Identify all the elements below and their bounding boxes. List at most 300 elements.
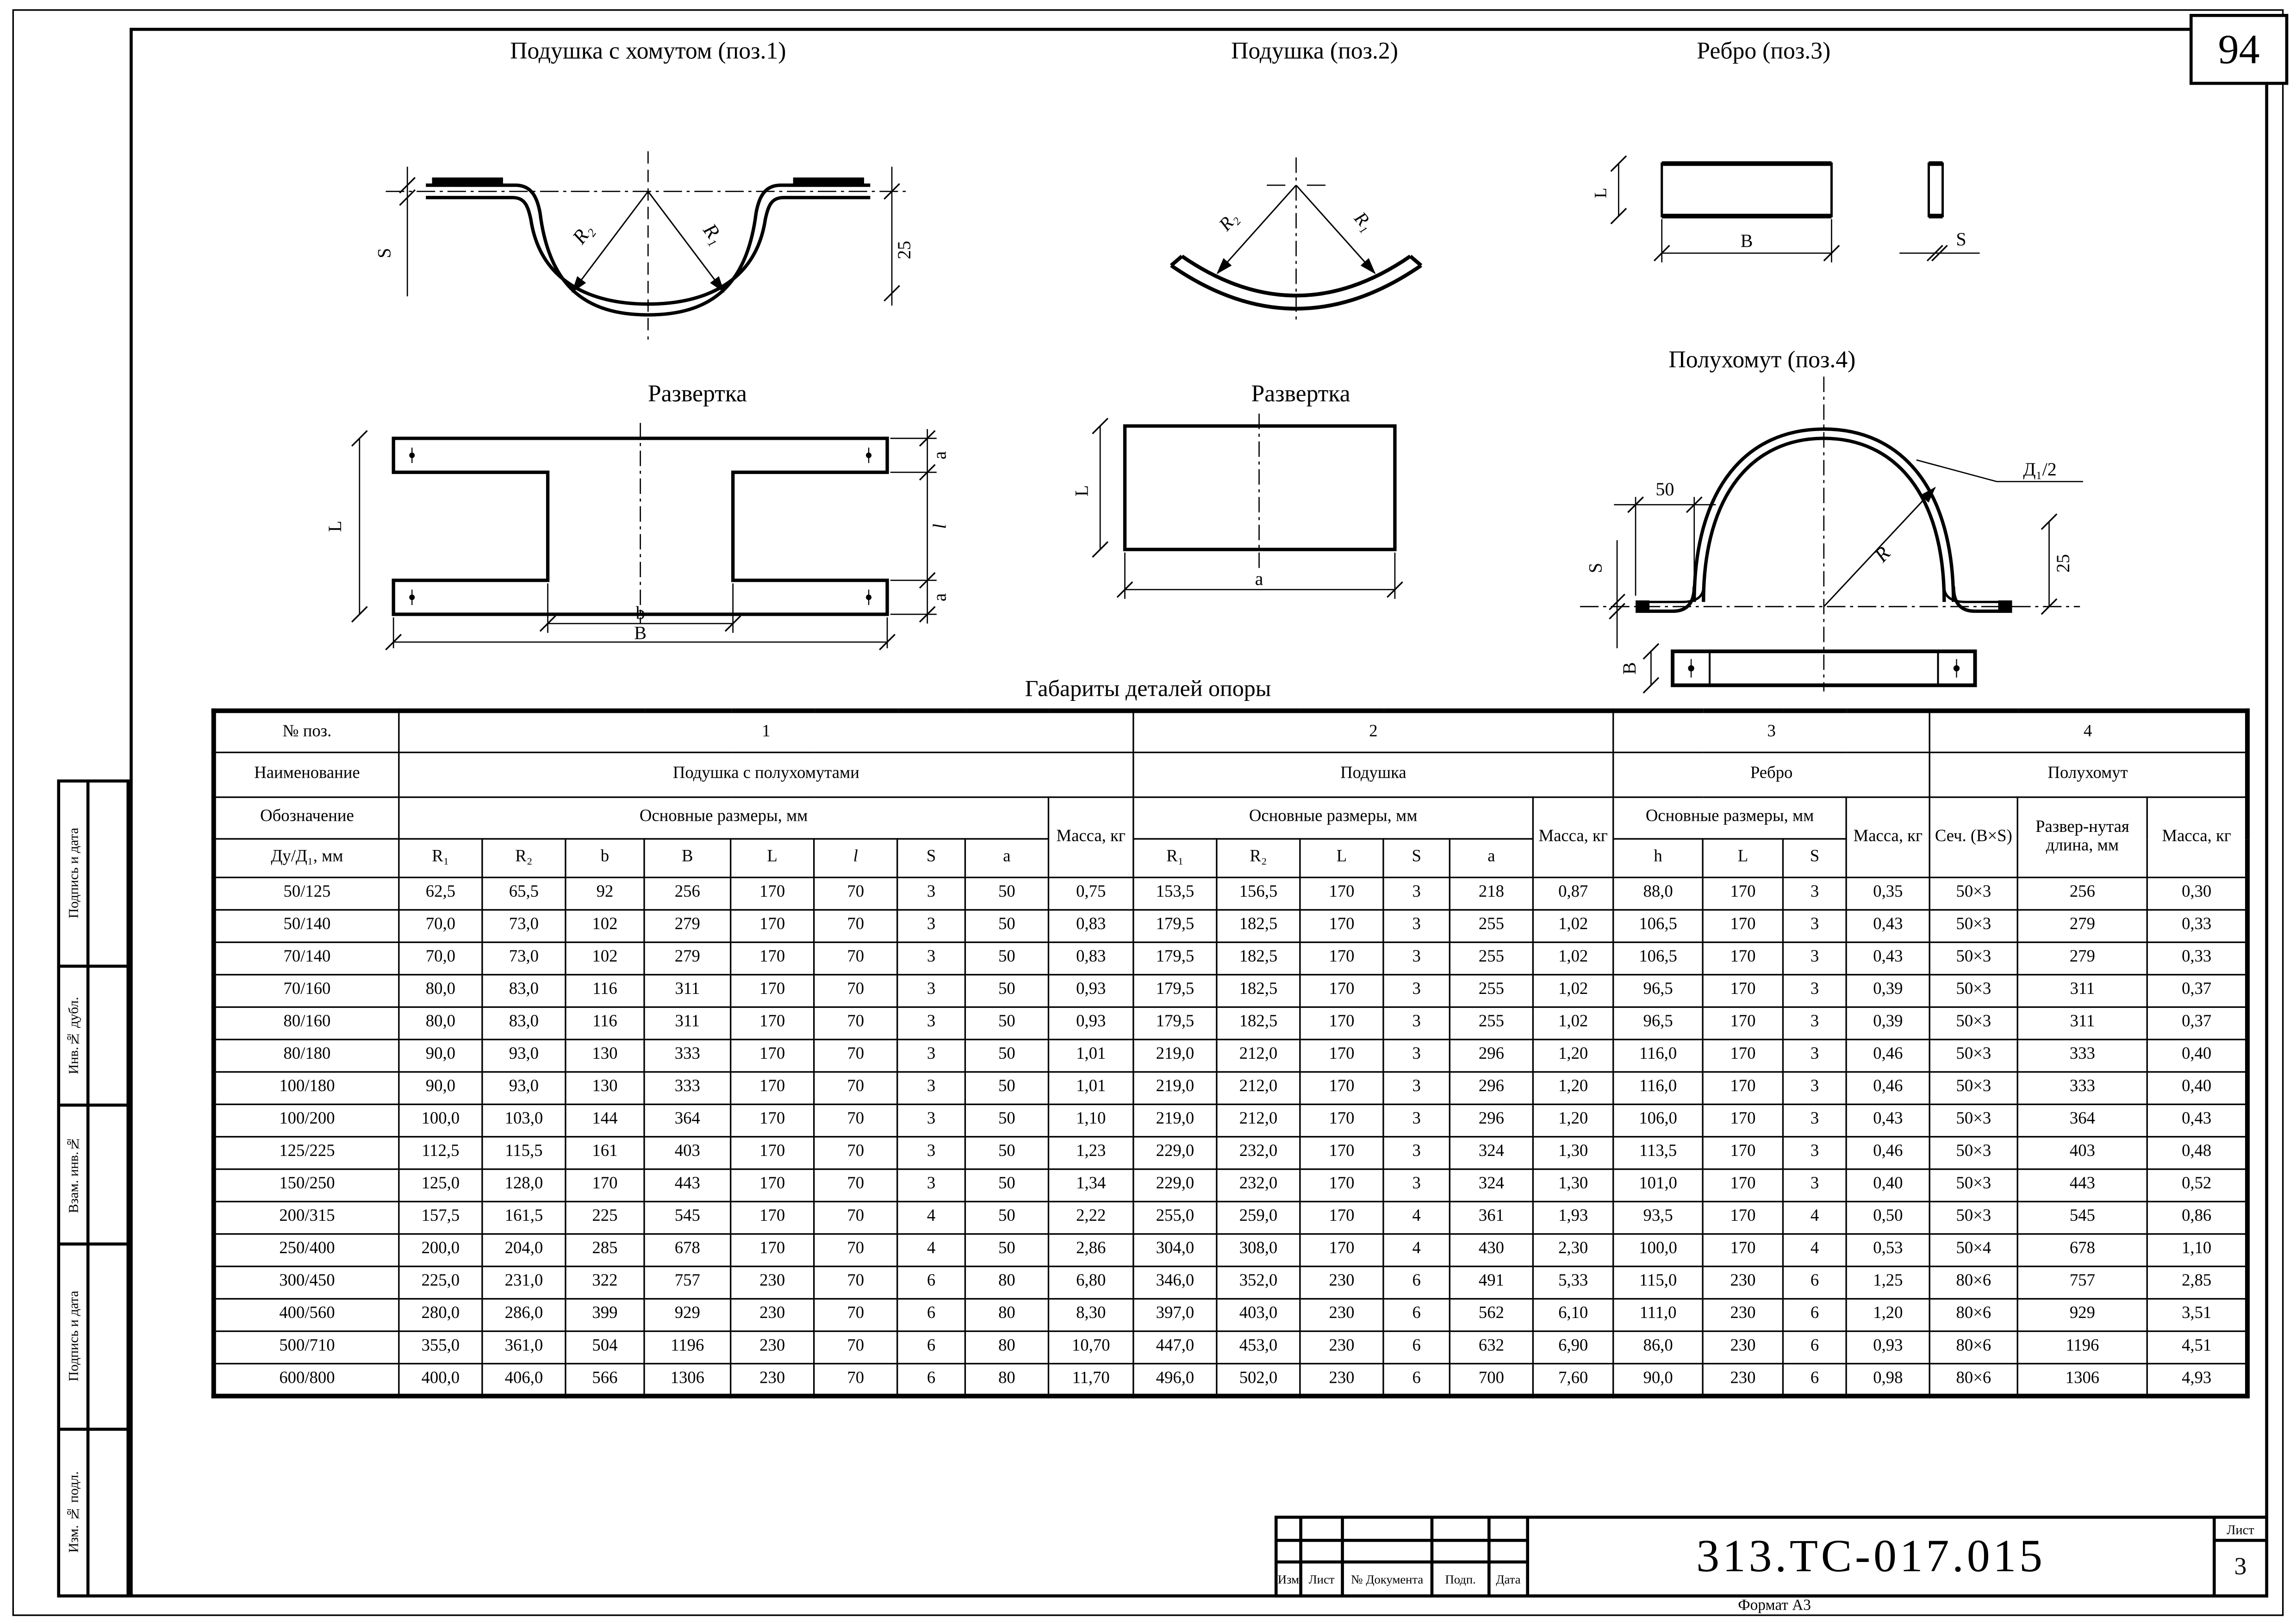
row-key-cell: 125/225	[214, 1137, 399, 1169]
dim-25-label: 25	[2052, 554, 2073, 573]
table-cell: 230	[1300, 1364, 1383, 1396]
table-cell: 161,5	[482, 1202, 566, 1234]
table-cell: 678	[2017, 1234, 2147, 1267]
col-header: S	[897, 839, 965, 877]
table-cell: 73,0	[482, 942, 566, 974]
table-cell: 4	[1783, 1234, 1847, 1267]
table-cell: 70,0	[399, 910, 482, 942]
table-cell: 230	[1703, 1331, 1783, 1364]
table-cell: 3	[1783, 1007, 1847, 1039]
table-cell: 6	[1783, 1364, 1847, 1396]
tb-label-list: Лист	[1302, 1563, 1341, 1594]
table-cell: 170	[731, 1169, 814, 1202]
table-cell: 0,98	[1846, 1364, 1929, 1396]
table-cell: 50	[965, 1104, 1048, 1137]
table-cell: 430	[1450, 1234, 1533, 1267]
table-row	[214, 974, 2247, 1007]
table-cell: 296	[1450, 1072, 1533, 1104]
table-cell: 4	[897, 1202, 965, 1234]
table-cell: 355,0	[399, 1331, 482, 1364]
table-cell: 1,93	[1533, 1202, 1613, 1234]
table-cell: 170	[731, 1104, 814, 1137]
table-cell: 259,0	[1217, 1202, 1300, 1234]
table-cell: 1,10	[2147, 1234, 2247, 1267]
table-cell: 1,01	[1048, 1039, 1133, 1072]
table-cell: 170	[731, 974, 814, 1007]
table-cell: 230	[1703, 1299, 1783, 1331]
table-cell: 1,01	[1048, 1072, 1133, 1104]
table-cell: 170	[1300, 877, 1383, 910]
table-cell: 0,75	[1048, 877, 1133, 910]
table-cell: 3	[1383, 1137, 1450, 1169]
table-cell: 170	[566, 1169, 644, 1202]
rib-drawing	[1591, 151, 1967, 282]
table-cell: 255,0	[1133, 1202, 1217, 1234]
table-cell: 90,0	[1613, 1364, 1703, 1396]
table-cell: 144	[566, 1104, 644, 1137]
table-cell: 397,0	[1133, 1299, 1217, 1331]
table-row	[214, 1202, 2247, 1234]
drawing3-title: Ребро (поз.3)	[1697, 38, 1831, 65]
table-cell: 170	[1300, 1169, 1383, 1202]
table-cell: 3	[1383, 942, 1450, 974]
table-cell: 6	[1383, 1364, 1450, 1396]
group4-length-header: Развер-нутая длина, мм	[2017, 797, 2147, 877]
table-cell: 0,83	[1048, 910, 1133, 942]
table-cell: 230	[1703, 1267, 1783, 1299]
table-cell: 296	[1450, 1039, 1533, 1072]
table-cell: 2,86	[1048, 1234, 1133, 1267]
table-cell: 3	[1383, 974, 1450, 1007]
table-cell: 1,20	[1846, 1299, 1929, 1331]
table-cell: 6	[897, 1267, 965, 1299]
table-cell: 70	[814, 877, 897, 910]
table-cell: 304,0	[1133, 1234, 1217, 1267]
table-cell: 212,0	[1217, 1072, 1300, 1104]
table-cell: 50	[965, 1039, 1048, 1072]
table-cell: 83,0	[482, 974, 566, 1007]
table-cell: 1,02	[1533, 1007, 1613, 1039]
table-cell: 545	[644, 1202, 731, 1234]
table-cell: 333	[644, 1039, 731, 1072]
table-cell: 73,0	[482, 910, 566, 942]
table-cell: 3	[1783, 910, 1847, 942]
table-cell: 70	[814, 1364, 897, 1396]
dim-B-label: B	[634, 622, 647, 643]
table-cell: 632	[1450, 1331, 1533, 1364]
table-cell: 130	[566, 1072, 644, 1104]
table-cell: 1,30	[1533, 1137, 1613, 1169]
table-cell: 230	[1703, 1364, 1783, 1396]
table-cell: 50	[965, 877, 1048, 910]
table-cell: 229,0	[1133, 1169, 1217, 1202]
table-cell: 115,5	[482, 1137, 566, 1169]
table-cell: 170	[1300, 910, 1383, 942]
sidebar-cell-label: Взам. инв.№	[60, 1106, 87, 1242]
table-cell: 3	[897, 1169, 965, 1202]
dim-b-label: b	[635, 602, 645, 623]
table-cell: 6	[1783, 1267, 1847, 1299]
table-cell: 50×3	[1929, 1137, 2017, 1169]
table-row	[214, 1234, 2247, 1267]
table-cell: 311	[644, 1007, 731, 1039]
table-cell: 170	[1703, 877, 1783, 910]
dim-B-label: B	[1740, 230, 1753, 251]
table-cell: 230	[731, 1331, 814, 1364]
table-cell: 100,0	[399, 1104, 482, 1137]
tb-empty	[1491, 1542, 1526, 1561]
table-cell: 3	[1783, 1137, 1847, 1169]
col-header: L	[731, 839, 814, 877]
table-cell: 70,0	[399, 942, 482, 974]
table-cell: 6	[897, 1364, 965, 1396]
table-cell: 50×3	[1929, 1072, 2017, 1104]
drawing2-title: Подушка (поз.2)	[1231, 38, 1399, 65]
table-cell: 364	[2017, 1104, 2147, 1137]
table-cell: 6	[1383, 1331, 1450, 1364]
table-cell: 182,5	[1217, 974, 1300, 1007]
table-cell: 80	[965, 1331, 1048, 1364]
table-cell: 212,0	[1217, 1039, 1300, 1072]
table-cell: 256	[2017, 877, 2147, 910]
table-cell: 443	[644, 1169, 731, 1202]
corner-label: № поз.	[214, 711, 399, 752]
table-row	[214, 1007, 2247, 1039]
table-cell: 0,87	[1533, 877, 1613, 910]
sidebar-cell-label: Подпись и дата	[60, 782, 87, 964]
table-cell: 4	[1383, 1202, 1450, 1234]
table-cell: 230	[731, 1299, 814, 1331]
table-cell: 1,30	[1533, 1169, 1613, 1202]
table-cell: 50×3	[1929, 974, 2017, 1007]
header-row-name	[214, 752, 2247, 797]
table-cell: 125,0	[399, 1169, 482, 1202]
table-cell: 3	[1383, 877, 1450, 910]
table-cell: 3	[897, 974, 965, 1007]
table-cell: 6	[1783, 1299, 1847, 1331]
col-header: a	[1450, 839, 1533, 877]
table-cell: 170	[1300, 1137, 1383, 1169]
table-cell: 443	[2017, 1169, 2147, 1202]
table-cell: 1196	[2017, 1331, 2147, 1364]
col-header: S	[1383, 839, 1450, 877]
row-key-cell: 50/140	[214, 910, 399, 942]
table-cell: 50	[965, 1007, 1048, 1039]
table-cell: 3	[1783, 1072, 1847, 1104]
table-cell: 10,70	[1048, 1331, 1133, 1364]
group2-num: 2	[1133, 711, 1613, 752]
table-cell: 106,0	[1613, 1104, 1703, 1137]
table-cell: 0,93	[1846, 1331, 1929, 1364]
document-number: 313.ТС-017.015	[1529, 1519, 2213, 1594]
table-cell: 2,30	[1533, 1234, 1613, 1267]
table-cell: 447,0	[1133, 1331, 1217, 1364]
dim-s-label: S	[1585, 562, 1606, 574]
table-cell: 0,39	[1846, 974, 1929, 1007]
table-cell: 93,0	[482, 1072, 566, 1104]
group1-num: 1	[399, 711, 1133, 752]
table-cell: 50×3	[1929, 1039, 2017, 1072]
table-cell: 279	[644, 910, 731, 942]
table-cell: 286,0	[482, 1299, 566, 1331]
table-cell: 70	[814, 942, 897, 974]
table-cell: 6,90	[1533, 1331, 1613, 1364]
table-cell: 230	[1300, 1267, 1383, 1299]
table-cell: 0,40	[2147, 1039, 2247, 1072]
cushion-with-clamp-drawing	[370, 145, 926, 345]
table-cell: 279	[2017, 942, 2147, 974]
table-cell: 3	[1783, 1104, 1847, 1137]
table-row	[214, 942, 2247, 974]
table-cell: 50	[965, 942, 1048, 974]
table-cell: 218	[1450, 877, 1533, 910]
table-cell: 5,33	[1533, 1267, 1613, 1299]
table-cell: 70	[814, 1331, 897, 1364]
tb-empty	[1433, 1542, 1487, 1561]
table-cell: 2,22	[1048, 1202, 1133, 1234]
table-cell: 0,35	[1846, 877, 1929, 910]
dim-B-label: B	[1619, 662, 1640, 675]
corner-label: Ду/Д₁, мм	[214, 839, 399, 877]
table-cell: 80,0	[399, 974, 482, 1007]
table-cell: 322	[566, 1267, 644, 1299]
table-cell: 50	[965, 1234, 1048, 1267]
table-cell: 308,0	[1217, 1234, 1300, 1267]
table-cell: 230	[1300, 1331, 1383, 1364]
table-cell: 116	[566, 1007, 644, 1039]
table-cell: 170	[731, 942, 814, 974]
table-cell: 566	[566, 1364, 644, 1396]
corner-label: Обозначение	[214, 797, 399, 839]
table-cell: 170	[731, 1202, 814, 1234]
table-cell: 757	[644, 1267, 731, 1299]
table-cell: 112,5	[399, 1137, 482, 1169]
table-cell: 116,0	[1613, 1072, 1703, 1104]
table-cell: 352,0	[1217, 1267, 1300, 1299]
table-cell: 255	[1450, 1007, 1533, 1039]
row-key-cell: 250/400	[214, 1234, 399, 1267]
table-cell: 102	[566, 910, 644, 942]
tb-empty	[1302, 1542, 1341, 1561]
table-cell: 4,51	[2147, 1331, 2247, 1364]
table-cell: 80	[965, 1364, 1048, 1396]
table-cell: 0,52	[2147, 1169, 2247, 1202]
col-header: S	[1783, 839, 1847, 877]
col-header: R₂	[1217, 839, 1300, 877]
table-cell: 929	[644, 1299, 731, 1331]
group3-num: 3	[1613, 711, 1929, 752]
table-cell: 3,51	[2147, 1299, 2247, 1331]
table-cell: 3	[1383, 1169, 1450, 1202]
table-cell: 106,5	[1613, 942, 1703, 974]
table-cell: 0,40	[2147, 1072, 2247, 1104]
col-header: h	[1613, 839, 1703, 877]
table-cell: 3	[1383, 1072, 1450, 1104]
table-cell: 50×3	[1929, 1104, 2017, 1137]
group3-name: Ребро	[1613, 752, 1929, 797]
table-row	[214, 1267, 2247, 1299]
row-key-cell: 500/710	[214, 1331, 399, 1364]
table-cell: 678	[644, 1234, 731, 1267]
sidebar-cell-label: Изм. № подл.	[60, 1431, 87, 1594]
dim-L-label: L	[324, 520, 345, 532]
dim-S-label: S	[1956, 229, 1966, 250]
col-header: R₁	[1133, 839, 1217, 877]
col-header: a	[965, 839, 1048, 877]
table-cell: 170	[1300, 1072, 1383, 1104]
table-cell: 333	[2017, 1072, 2147, 1104]
table-cell: 80×6	[1929, 1267, 2017, 1299]
cushion2-flat-pattern-drawing	[1071, 414, 1418, 614]
gost-sidebar	[57, 780, 130, 1598]
dim-25-label: 25	[894, 241, 915, 260]
col-header: l	[814, 839, 897, 877]
table-cell: 3	[1783, 1039, 1847, 1072]
table-cell: 0,40	[1846, 1169, 1929, 1202]
table-cell: 3	[1383, 910, 1450, 942]
table-cell: 7,60	[1533, 1364, 1613, 1396]
table-cell: 0,50	[1846, 1202, 1929, 1234]
row-key-cell: 100/180	[214, 1072, 399, 1104]
group4-section-header: Сеч. (B×S)	[1929, 797, 2017, 877]
table-row	[214, 910, 2247, 942]
table-cell: 50	[965, 1169, 1048, 1202]
table-cell: 311	[2017, 974, 2147, 1007]
table-cell: 212,0	[1217, 1104, 1300, 1137]
table-cell: 0,46	[1846, 1137, 1929, 1169]
row-key-cell: 600/800	[214, 1364, 399, 1396]
table-cell: 0,43	[1846, 910, 1929, 942]
table-cell: 170	[731, 1007, 814, 1039]
table-cell: 285	[566, 1234, 644, 1267]
table-cell: 70	[814, 1234, 897, 1267]
table-cell: 111,0	[1613, 1299, 1703, 1331]
table-cell: 1,23	[1048, 1137, 1133, 1169]
drawing4-title: Полухомут (поз.4)	[1668, 347, 1856, 374]
table-cell: 83,0	[482, 1007, 566, 1039]
table-cell: 170	[1300, 1202, 1383, 1234]
table-cell: 128,0	[482, 1169, 566, 1202]
table-cell: 200,0	[399, 1234, 482, 1267]
table-cell: 70	[814, 1039, 897, 1072]
dim-50-label: 50	[1655, 479, 1674, 500]
table-cell: 403,0	[1217, 1299, 1300, 1331]
table-cell: 170	[1703, 1039, 1783, 1072]
col-header: L	[1703, 839, 1783, 877]
table-cell: 179,5	[1133, 910, 1217, 942]
table-cell: 70	[814, 1267, 897, 1299]
table-cell: 0,39	[1846, 1007, 1929, 1039]
table-cell: 3	[1383, 1039, 1450, 1072]
table-cell: 170	[731, 1234, 814, 1267]
table-cell: 1,20	[1533, 1072, 1613, 1104]
table-cell: 11,70	[1048, 1364, 1133, 1396]
table-cell: 92	[566, 877, 644, 910]
group3-dims-header: Основные размеры, мм	[1613, 797, 1846, 839]
table-cell: 179,5	[1133, 942, 1217, 974]
table-cell: 1196	[644, 1331, 731, 1364]
tb-label-podp: Подп.	[1433, 1563, 1487, 1594]
dimensions-table	[212, 708, 2250, 1398]
table-cell: 3	[1383, 1104, 1450, 1137]
page-number: 94	[2190, 14, 2288, 85]
table-cell: 0,37	[2147, 1007, 2247, 1039]
table-cell: 333	[2017, 1039, 2147, 1072]
table-cell: 6	[1383, 1299, 1450, 1331]
table-cell: 3	[1383, 1007, 1450, 1039]
tb-empty	[1491, 1519, 1526, 1539]
table-cell: 255	[1450, 974, 1533, 1007]
row-key-cell: 300/450	[214, 1267, 399, 1299]
table-cell: 161	[566, 1137, 644, 1169]
table-cell: 93,0	[482, 1039, 566, 1072]
table-cell: 0,83	[1048, 942, 1133, 974]
table-cell: 225,0	[399, 1267, 482, 1299]
table-cell: 80	[965, 1267, 1048, 1299]
dim-s-label: S	[373, 248, 395, 258]
table-cell: 80×6	[1929, 1299, 2017, 1331]
table-cell: 0,46	[1846, 1072, 1929, 1104]
cushion-drawing	[1134, 151, 1458, 327]
table-cell: 8,30	[1048, 1299, 1133, 1331]
table-cell: 170	[731, 910, 814, 942]
table-cell: 255	[1450, 942, 1533, 974]
table-cell: 86,0	[1613, 1331, 1703, 1364]
table-cell: 3	[1783, 1169, 1847, 1202]
table-cell: 90,0	[399, 1039, 482, 1072]
sidebar-empty-cell	[89, 1106, 126, 1242]
table-cell: 116,0	[1613, 1039, 1703, 1072]
table-cell: 50×3	[1929, 1202, 2017, 1234]
tb-empty	[1278, 1542, 1300, 1561]
table-cell: 491	[1450, 1267, 1533, 1299]
table-cell: 0,37	[2147, 974, 2247, 1007]
format-label: Формат А3	[1738, 1597, 1811, 1615]
table-cell: 1,02	[1533, 974, 1613, 1007]
sidebar-cell-label: Подпись и дата	[60, 1246, 87, 1428]
dim-L-label: L	[1591, 187, 1610, 198]
table-row	[214, 1169, 2247, 1202]
row-key-cell: 80/180	[214, 1039, 399, 1072]
table-cell: 3	[1783, 942, 1847, 974]
table-cell: 50	[965, 1137, 1048, 1169]
table-cell: 116	[566, 974, 644, 1007]
table-cell: 182,5	[1217, 910, 1300, 942]
table-cell: 0,33	[2147, 942, 2247, 974]
table-cell: 50×3	[1929, 1169, 2017, 1202]
table-cell: 4	[1783, 1202, 1847, 1234]
table-cell: 4,93	[2147, 1364, 2247, 1396]
row-key-cell: 50/125	[214, 877, 399, 910]
table-cell: 400,0	[399, 1364, 482, 1396]
title-block	[1275, 1516, 2268, 1598]
group4-num: 4	[1929, 711, 2247, 752]
table-cell: 0,93	[1048, 974, 1133, 1007]
table-cell: 170	[1703, 942, 1783, 974]
table-cell: 700	[1450, 1364, 1533, 1396]
table-cell: 279	[644, 942, 731, 974]
table-cell: 3	[897, 910, 965, 942]
table-cell: 361,0	[482, 1331, 566, 1364]
table-cell: 170	[731, 1039, 814, 1072]
dim-r2-label: R₂	[568, 219, 597, 249]
table-cell: 4	[1383, 1234, 1450, 1267]
table-cell: 219,0	[1133, 1104, 1217, 1137]
table-cell: 101,0	[1613, 1169, 1703, 1202]
table-cell: 230	[1300, 1299, 1383, 1331]
table-cell: 65,5	[482, 877, 566, 910]
dim-l-label: l	[929, 524, 950, 529]
